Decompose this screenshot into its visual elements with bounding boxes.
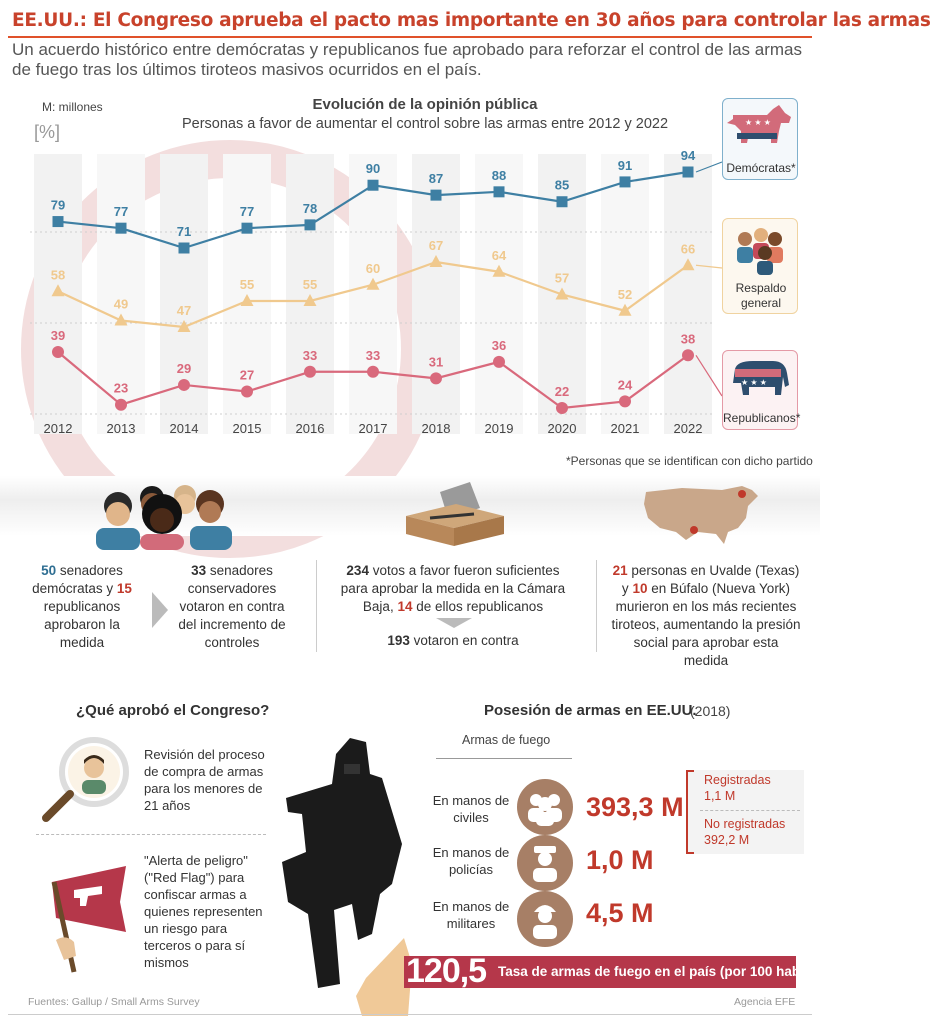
civilians-label: En manos de civiles	[432, 793, 510, 825]
civilians-value: 393,3 M	[586, 792, 684, 822]
data-label: 52	[617, 286, 633, 302]
data-point	[431, 190, 442, 201]
data-point	[53, 216, 64, 227]
rate-value: 120,5	[406, 952, 487, 990]
data-label: 79	[50, 197, 66, 213]
data-point	[367, 366, 379, 378]
chart-subtitle: Personas a favor de aumentar el control sobre las armas entre 2012 y 2022	[181, 116, 669, 132]
legend-republicans	[722, 350, 801, 430]
data-label: 66	[680, 241, 696, 257]
data-label: 64	[491, 247, 507, 263]
data-point	[368, 180, 379, 191]
data-label: 94	[680, 148, 696, 163]
data-point	[242, 223, 253, 234]
data-label: 90	[365, 161, 381, 177]
elephant-icon	[723, 355, 797, 409]
x-tick-label: 2013	[106, 421, 136, 436]
data-point	[557, 196, 568, 207]
data-label: 77	[239, 204, 255, 220]
dashed-divider	[36, 834, 266, 835]
legend-dem-label: Demócratas*	[726, 161, 796, 175]
house-for-text: 234 votos a favor fueron suficientes para aprobar la medida en la Cámara Baja, 14 de ellos republicanos	[340, 563, 566, 614]
svg-text:★ ★ ★: ★ ★ ★	[745, 118, 771, 127]
data-label: 78	[302, 200, 318, 216]
x-tick-label: 2014	[169, 421, 199, 436]
data-label: 85	[554, 177, 570, 193]
divider	[596, 560, 597, 652]
chart-footnote: *Personas que se identifican con dicho partido	[566, 454, 813, 468]
data-label: 33	[365, 347, 381, 363]
data-label: 91	[617, 157, 633, 173]
data-point	[619, 395, 631, 407]
data-label: 55	[239, 277, 255, 292]
legend-connector	[696, 355, 722, 396]
column-rule	[436, 758, 572, 759]
data-label: 38	[680, 331, 696, 347]
unregistered-label: No registradas	[704, 817, 786, 831]
legend-democrats	[722, 98, 798, 180]
victims-text: 21 personas en Uvalde (Texas) y 10 en Búfalo (Nueva York) murieron en los más recientes tiroteos, aumentando la presión social para aprobar esta medida	[611, 563, 801, 668]
data-label: 31	[428, 354, 444, 370]
data-label: 55	[302, 277, 318, 292]
red-flag-icon	[36, 856, 136, 976]
data-label: 60	[365, 260, 381, 276]
arrow-down-icon	[434, 616, 474, 630]
ballot-box-icon	[400, 478, 510, 548]
registered-value: 1,1 M	[704, 789, 736, 803]
uvalde-marker	[690, 526, 698, 534]
data-label: 22	[554, 384, 570, 399]
data-point	[683, 167, 694, 178]
data-label: 27	[239, 367, 255, 383]
data-point	[304, 366, 316, 378]
legend-general-label: Respaldo general	[735, 281, 787, 310]
data-point	[52, 284, 65, 296]
x-tick-label: 2020	[547, 421, 577, 436]
data-point	[305, 219, 316, 230]
data-point	[620, 176, 631, 187]
data-label: 49	[113, 296, 129, 312]
data-label: 57	[554, 270, 570, 286]
legend-connector	[696, 162, 722, 172]
buffalo-marker	[738, 490, 746, 498]
magnifier-icon	[36, 734, 136, 824]
page-title: EE.UU.: El Congreso aprueba el pacto mas importante en 30 años para controlar las armas	[12, 10, 931, 31]
data-label: 23	[113, 380, 129, 396]
donkey-icon	[723, 101, 797, 159]
data-point	[116, 223, 127, 234]
military-label: En manos de militares	[432, 899, 510, 931]
data-label: 47	[176, 303, 192, 318]
ownership-title: Posesión de armas en EE.UU.	[484, 702, 697, 719]
congress-title: ¿Qué aprobó el Congreso?	[76, 702, 270, 719]
civilians-icon	[516, 778, 574, 836]
sources: Fuentes: Gallup / Small Arms Survey	[28, 996, 200, 1008]
police-value: 1,0 M	[586, 845, 654, 875]
data-label: 88	[491, 167, 507, 183]
svg-text:★ ★ ★: ★ ★ ★	[741, 378, 767, 387]
x-tick-label: 2016	[295, 421, 325, 436]
police-icon	[516, 834, 574, 892]
unregistered-value: 392,2 M	[704, 833, 750, 847]
data-label: 87	[428, 171, 444, 187]
data-point	[179, 243, 190, 254]
page-subtitle: Un acuerdo histórico entre demócratas y republicanos fue aprobado para reforzar el control de las armas de fuego tras los últimos tiroteos masivos ocurridos en el país.	[12, 40, 802, 79]
y-axis-label: [%]	[34, 122, 61, 142]
data-point	[178, 379, 190, 391]
footer-rule	[8, 1014, 812, 1015]
data-label: 77	[113, 204, 129, 220]
divider	[316, 560, 317, 652]
legend-general	[722, 218, 798, 314]
people-group-icon	[723, 223, 797, 279]
data-label: 29	[176, 360, 192, 376]
unit-note: M: millones	[42, 100, 103, 114]
x-tick-label: 2017	[358, 421, 388, 436]
title-bar	[8, 10, 931, 38]
usa-map-icon	[642, 482, 764, 548]
legend-connector	[696, 265, 722, 268]
military-value: 4,5 M	[586, 898, 654, 928]
data-point	[682, 349, 694, 361]
rifle-icon	[262, 734, 412, 1016]
senators-icon	[90, 480, 240, 550]
arrow-right-icon	[150, 590, 170, 630]
law-item-1: Revisión del proceso de compra de armas para los menores de 21 años	[144, 747, 265, 813]
law-item-2: "Alerta de peligro" ("Red Flag") para confiscar armas a quienes representen un riesgo para terceros o para sí mismos	[144, 853, 263, 970]
data-point	[494, 186, 505, 197]
x-tick-label: 2012	[43, 421, 73, 436]
police-label: En manos de policías	[432, 845, 510, 877]
column-label: Armas de fuego	[462, 733, 551, 747]
data-label: 67	[428, 238, 444, 253]
data-point	[682, 258, 695, 270]
data-label: 71	[176, 224, 192, 239]
legend-rep-label: Republicanos*	[723, 411, 801, 425]
data-point	[430, 255, 443, 267]
opinion-line-chart	[0, 150, 820, 445]
rate-label: Tasa de armas de fuego en el país (por 100 hab)	[498, 964, 805, 979]
agency-credit: Agencia EFE	[734, 996, 796, 1008]
data-point	[241, 386, 253, 398]
senate-against-text: 33 senadores conservadores votaron en contra del incremento de controles	[178, 563, 286, 650]
data-point	[115, 399, 127, 411]
house-against-text: 193 votaron en contra	[387, 633, 519, 648]
data-label: 24	[617, 377, 633, 393]
data-label: 36	[491, 337, 507, 353]
x-tick-label: 2018	[421, 421, 451, 436]
x-tick-label: 2022	[673, 421, 703, 436]
data-point	[556, 402, 568, 414]
military-icon	[516, 890, 574, 948]
x-tick-label: 2021	[610, 421, 640, 436]
data-point	[52, 346, 64, 358]
data-point	[430, 372, 442, 384]
registered-bracket	[686, 770, 694, 854]
chart-title: Evolución de la opinión pública	[312, 96, 538, 113]
registered-divider	[700, 810, 800, 811]
data-point	[493, 356, 505, 368]
data-label: 33	[302, 347, 318, 363]
x-tick-label: 2015	[232, 421, 262, 436]
registered-label: Registradas	[704, 773, 771, 787]
data-label: 39	[50, 328, 66, 343]
senate-for-text: 50 senadores demócratas y 15 republicanos aprobaron la medida	[32, 563, 132, 650]
x-tick-label: 2019	[484, 421, 514, 436]
ownership-year: (2018)	[690, 703, 731, 719]
data-label: 58	[50, 267, 66, 283]
